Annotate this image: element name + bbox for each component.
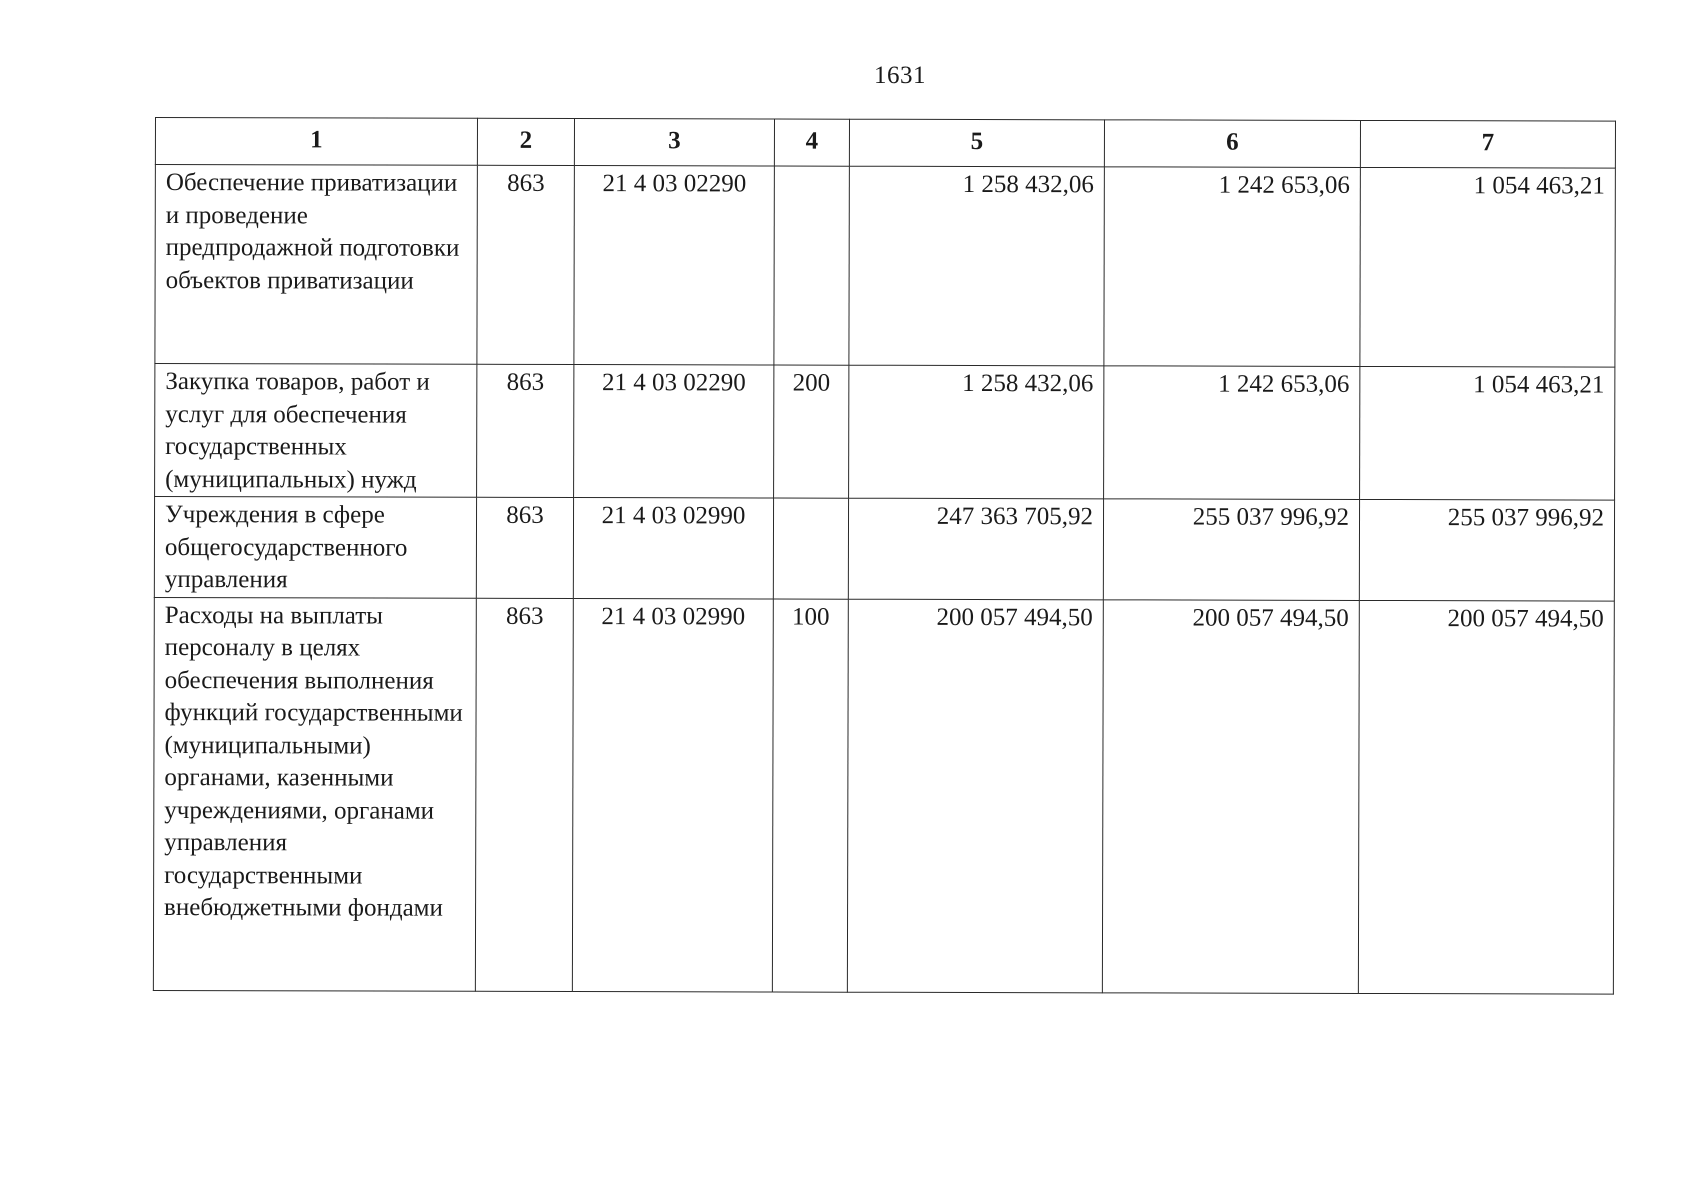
- row-expense-type: 100: [772, 599, 848, 992]
- row-amount-5: 1 258 432,06: [849, 365, 1104, 499]
- budget-table: [153, 117, 1616, 994]
- row-amount-7: 200 057 494,50: [1358, 600, 1614, 994]
- column-header-5: 5: [849, 119, 1104, 167]
- column-header-7: 7: [1360, 120, 1615, 168]
- row-target-article: 21 4 03 02990: [572, 598, 773, 991]
- row-name: Расходы на выплаты персоналу в целях обеспечения выполнения функций государственными (муниципальными) органами, казенными учреждениями, органами управления государственными внебюджетными фондами: [153, 597, 476, 991]
- row-amount-6: 200 057 494,50: [1102, 599, 1359, 993]
- row-target-article: 21 4 03 02290: [574, 365, 774, 498]
- table-row: [155, 165, 1615, 368]
- column-header-1: 1: [155, 118, 477, 166]
- row-name: Обеспечение приватизации и проведение предпродажной подготовки объектов приватизации: [155, 165, 477, 365]
- row-amount-7: 1 054 463,21: [1360, 167, 1615, 367]
- table-row: [154, 497, 1614, 601]
- row-name: Учреждения в сфере общегосударственного управления: [154, 497, 476, 598]
- row-ved-code: 863: [475, 598, 573, 991]
- row-ved-code: 863: [477, 364, 574, 497]
- row-amount-7: 255 037 996,92: [1359, 499, 1614, 600]
- row-amount-5: 200 057 494,50: [847, 599, 1103, 993]
- row-expense-type: 200: [774, 365, 849, 498]
- column-header-4: 4: [774, 119, 849, 166]
- column-header-6: 6: [1104, 120, 1360, 168]
- row-amount-7: 1 054 463,21: [1360, 366, 1615, 500]
- row-target-article: 21 4 03 02990: [573, 498, 773, 599]
- row-expense-type: [774, 166, 849, 365]
- row-amount-6: 1 242 653,06: [1104, 366, 1360, 500]
- row-amount-5: 247 363 705,92: [848, 498, 1103, 599]
- table-row: [153, 597, 1614, 994]
- table-row: [155, 364, 1615, 501]
- column-header-2: 2: [477, 118, 574, 165]
- row-ved-code: 863: [476, 497, 573, 598]
- page-number: 1631: [874, 62, 926, 89]
- row-ved-code: 863: [477, 165, 574, 364]
- column-header-3: 3: [574, 119, 774, 166]
- row-amount-6: 255 037 996,92: [1103, 499, 1359, 600]
- header-row: [155, 118, 1615, 169]
- row-expense-type: [773, 498, 848, 599]
- row-name: Закупка товаров, работ и услуг для обеспечения государственных (муниципальных) нужд: [155, 364, 477, 498]
- row-target-article: 21 4 03 02290: [574, 166, 774, 365]
- row-amount-5: 1 258 432,06: [849, 166, 1104, 366]
- row-amount-6: 1 242 653,06: [1104, 167, 1360, 367]
